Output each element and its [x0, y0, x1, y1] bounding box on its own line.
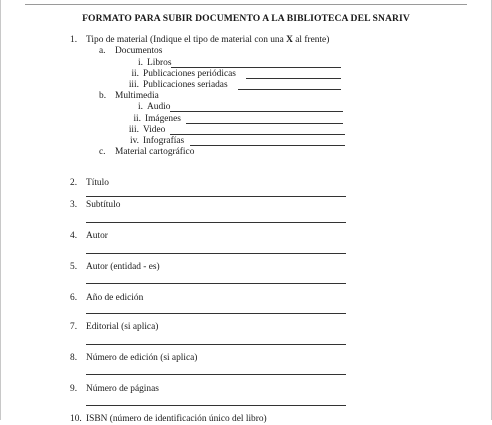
- publicaciones-periodicas-blank[interactable]: [246, 78, 341, 79]
- field-titulo-label: 2. Título: [70, 178, 109, 188]
- q1-label: 1. Tipo de material (Indique el tipo de material con una X al frente): [70, 35, 330, 45]
- option-audio: i. Audio: [138, 102, 171, 112]
- header-rule: [25, 4, 467, 5]
- field-ano-edicion-label: 6. Año de edición: [70, 293, 144, 303]
- autor-entidad-input-line[interactable]: [86, 283, 346, 284]
- field-subtitulo-label: 3. Subtítulo: [70, 200, 121, 210]
- option-publicaciones-periodicas: ii. Publicaciones periódicas: [131, 69, 236, 79]
- field-isbn-label: 10. ISBN (número de identificación único del libro): [70, 414, 267, 424]
- page-edge-left: [0, 0, 1, 420]
- video-blank[interactable]: [170, 134, 345, 135]
- field-autor-entidad-label: 5. Autor (entidad - es): [70, 262, 160, 272]
- q1-option-c: c. Material cartográfico: [99, 147, 195, 157]
- numero-paginas-input-line[interactable]: [86, 405, 346, 406]
- infografias-blank[interactable]: [190, 145, 345, 146]
- numero-edicion-input-line[interactable]: [86, 374, 346, 375]
- option-publicaciones-seriadas: iii. Publicaciones seriadas: [128, 80, 228, 90]
- field-numero-edicion-label: 8. Número de edición (si aplica): [70, 353, 198, 363]
- imagenes-blank[interactable]: [186, 123, 343, 124]
- document-title: FORMATO PARA SUBIR DOCUMENTO A LA BIBLIOTECA DEL SNARIV: [82, 13, 410, 24]
- option-infografias: iv. Infografías: [129, 136, 185, 146]
- subtitulo-input-line[interactable]: [86, 222, 346, 223]
- ano-edicion-input-line[interactable]: [86, 313, 346, 314]
- option-video: iii. Video: [128, 125, 166, 135]
- autor-input-line[interactable]: [86, 253, 346, 254]
- option-imagenes: ii. Imágenes: [133, 114, 181, 124]
- libros-blank[interactable]: [171, 67, 341, 68]
- publicaciones-seriadas-blank[interactable]: [238, 89, 341, 90]
- field-editorial-label: 7. Editorial (si aplica): [70, 322, 159, 332]
- option-libros: i. Libros: [138, 58, 172, 68]
- field-numero-paginas-label: 9. Número de páginas: [70, 384, 159, 394]
- q1-number: 1.: [70, 35, 78, 45]
- q1-option-b: b. Multimedia: [99, 91, 159, 101]
- q1-option-a: a. Documentos: [99, 46, 163, 56]
- titulo-input-line[interactable]: [86, 196, 346, 197]
- editorial-input-line[interactable]: [86, 344, 346, 345]
- audio-blank[interactable]: [170, 111, 343, 112]
- field-autor-label: 4. Autor: [70, 231, 108, 241]
